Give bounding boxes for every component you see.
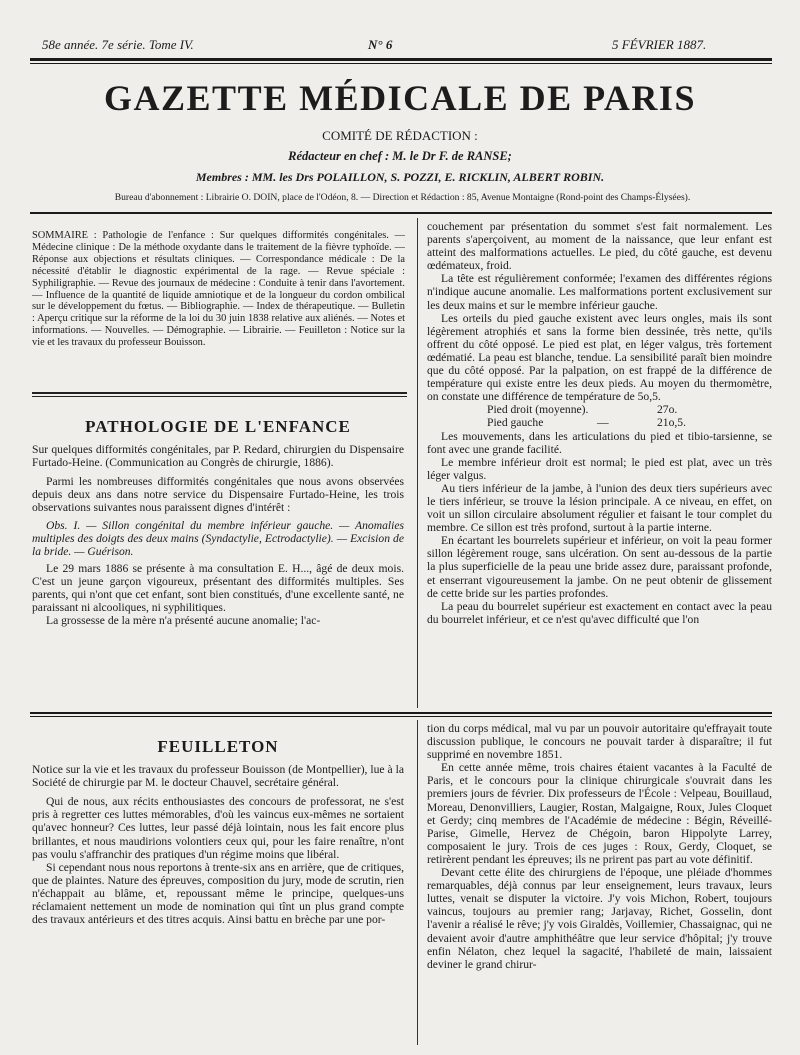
right-para-6: Au tiers inférieur de la jambe, à l'union des deux tiers supérieurs avec le tiers inférieur, se trouve la lésion principale. A ce niveau, en effet, on voit un sillon circulaire absolument régulier et faisant le tour complet du membre. Ce sillon est très profond, surtout à la partie interne. (427, 481, 772, 535)
feuilleton-title: FEUILLETON (157, 740, 279, 756)
temp-row-1 (427, 403, 772, 416)
temp-value-2: 21o,5. (657, 416, 686, 430)
observation-text: Le 29 mars 1886 se présente à ma consultation E. H..., âgé de deux mois. C'est un jeune garçon vigoureux, présentant des difformités multiples. Ses parents, qui n'ont que cet enfant, sont bien constitués, d'une excellente santé, ne paraissant ni alcooliques, ni syphilitiques. (32, 561, 404, 615)
temp-value-1: 27o. (657, 403, 678, 417)
right-para-2: La tête est régulièrement conformée; l'examen des différentes régions n'indique aucune anomalie. Les malformations portent exclusivement sur les deux mains et sur le membre inférieur gauche. (427, 272, 772, 312)
committee-heading: COMITÉ DE RÉDACTION : (322, 128, 478, 143)
right-para-5: Le membre inférieur droit est normal; le pied est plat, avec un très léger valgus. (427, 455, 772, 482)
office-line: Bureau d'abonnement : Librairie O. DOIN, place de l'Odéon, 8. — Direction et Rédaction : 85, Avenue Montaigne (Rond-point des Champs-Élysées). (114, 192, 691, 203)
issue-date: 5 FÉVRIER 1887. (612, 37, 707, 52)
temp-row-2 (427, 416, 772, 429)
feuilleton-right (427, 722, 772, 1047)
right-para-7: En écartant les bourrelets supérieur et inférieur, on voit la peau former sillon légèrement rouge, sans ulcération. On sent au-dessous de la partie la plus superficielle de la peau une bride assez dure, paraissant profonde, et enserrant vigoureusement la jambe. On ne peut obtenir de glissement de cette bride sur les parties profondes. (427, 534, 772, 600)
feuilleton-right-2: En cette année même, trois chaires étaient vacantes à la Faculté de Paris, et le concours pour la clinique chirurgicale s'ouvrait dans les premiers jours de février. Dix professeurs de l'École : Velpeau, Bouillaud, Moreau, Denonvilliers, Laugier, Rostan, Malgaigne, Roux, Jules Cloquet et Gerdy; cinq membres de l'Académie de médecine : Bégin, Réveillé-Parise, Gimelle, Hervez de Chégoin, baron Hippolyte Larrey, composaient le jury. Trois de ces juges : Roux, Gerdy, Cloquet, se retirèrent pendant les épreuves; ils ne prirent pas part au vote définitif. (427, 761, 772, 866)
feuilleton-para-1: Qui de nous, aux récits enthousiastes des concours de professorat, ne s'est pris à regretter ces luttes mémorables, d'où les vaincus eux-mêmes ne sortaient qu'avec honneur? Ces luttes, leur passé déjà lointain, nous les fait encore plus brillantes, et nous maudirions volontiers ceux qui, pour les faire renaître, n'ont pas voulu s'affranchir des pratiques d'un régime moins que libéral. (32, 795, 404, 861)
temp-dash-2: — (597, 416, 609, 430)
top-rule (30, 58, 772, 61)
right-para-8: La peau du bourrelet supérieur est exactement en contact avec la peau du bourrelet inférieur, et ce n'est qu'avec difficulté que l'on (427, 599, 772, 626)
feuilleton-divider (417, 720, 418, 1045)
issue-info: 58e année. 7e série. Tome IV. (42, 37, 194, 52)
observation-text-cont: La grossesse de la mère n'a présenté aucune anomalie; l'ac- (46, 614, 321, 628)
observation-heading: Obs. I. — Sillon congénital du membre inférieur gauche. — Anomalies multiples des doigts des deux mains (Syndactylie, Ectrodactylie). — Excision de la bride. — Guérison. (32, 518, 404, 558)
sommaire: SOMMAIRE : Pathologie de l'enfance : Sur quelques difformités congénitales. — Médecine clinique : De la méthode oxydante dans le traitement de la fièvre typhoïde. — Réponse aux objections et résultats cliniques. — Correspondance médicale : De la nécessité d'établir le diagnostic expérimental de la rage. — Revue spéciale : Syphiligraphie. — Revue des journaux de médecine : Conduite à tenir dans l'avortement. — Influence de la quantité de liquide amniotique et de la longueur du cordon ombilical sur le développement du fœtus. — Bibliographie. — Index de thérapeutique. — Bulletin : Aperçu critique sur la réforme de la loi du 30 juin 1838 relative aux aliénés. — Notes et informations. — Nouvelles. — Démographie. — Librairie. — Feuilleton : Notice sur la vie et les travaux du professeur Bouisson. (32, 230, 405, 349)
pathologie-subtitle: Sur quelques difformités congénitales, par P. Redard, chirurgien du Dispensaire Furtado-Heine. (Communication au Congrès de chirurgie, 1886). (32, 443, 404, 470)
sommaire-rule (32, 392, 407, 394)
sommaire-rule-thin (32, 396, 407, 397)
pathologie-intro: Parmi les nombreuses difformités congénitales que nous avons observées depuis deux ans dans notre service du Dispensaire Furtado-Heine, les trois observations suivantes nous paraissent dignes d'intérêt : (32, 475, 404, 515)
feuilleton-right-1: tion du corps médical, mal vu par un pouvoir autoritaire qu'effrayait toute discussion publique, le concours ne pouvait tarder à disparaître; il fut supprimé en novembre 1851. (427, 722, 772, 762)
right-para-1: couchement par présentation du sommet s'est fait normalement. Les parents s'aperçoivent, au moment de la naissance, que leur enfant est atteint des malformations actuelles. Le pied, du côté gauche, est devenu œdémateux, froid. (427, 220, 772, 273)
feuilleton-para-2: Si cependant nous nous reportons à trente-six ans en arrière, que de critiques, que de plaintes. Nature des épreuves, composition du jury, mode de scrutin, rien n'échappait au blâme, et, repoussant même le principe, quelques-uns réclamaient nettement un mode de nomination qui tînt un plus grand compte des travaux antérieurs et des titres acquis. Ainsi battu en brèche par une por- (32, 860, 404, 927)
right-column (427, 220, 772, 710)
top-rule-thin (30, 63, 772, 64)
temp-label-1: Pied droit (moyenne). (487, 403, 589, 417)
feuilleton-left (32, 740, 404, 1045)
members-line: Membres : MM. les Drs POLAILLON, S. POZZI, E. RICKLIN, ALBERT ROBIN. (195, 170, 605, 184)
feuilleton-rule-thin (30, 716, 772, 717)
issue-number: N° 6 (368, 37, 393, 52)
right-para-4: Les mouvements, dans les articulations du pied et tibio-tarsienne, se font avec une grande facilité. (427, 429, 772, 456)
masthead-title: GAZETTE MÉDICALE DE PARIS (104, 78, 696, 118)
masthead-rule (30, 212, 772, 214)
feuilleton-right-3: Devant cette élite des chirurgiens de l'époque, une pléiade d'hommes remarquables, déjà connus par leur enseignement, leurs travaux, leurs luttes, venait se disputer la victoire. J'y vois Michon, Robert, toujours vaincus, toujours au premier rang; Jarjavay, Richet, Gosselin, dont l'avenir a réalisé le rêve; j'y vois Giraldès, Voillemier, Chassaignac, qui ne devaient avoir d'autre amphithéâtre que leur service d'hôpital; j'y trouve enfin Nélaton, chez lequel la sagacité, l'habileté de main, laissaient deviner le grand chirur- (427, 866, 772, 971)
column-divider (417, 218, 418, 708)
editor-line: Rédacteur en chef : M. le Dr F. de RANSE; (288, 149, 512, 163)
right-para-3: Les orteils du pied gauche existent avec leurs ongles, mais ils sont légèrement atrophiés et sans la forme bien dessinée, très nette, qu'ils offrent du côté opposé. Le pied est plat, en léger valgus, très fortement œdématié. La peau est blanche, tendue. La sensibilité paraît bien moindre que du côté opposé. Par la palpation, on est frappé de la différence de température qui existe entre les deux pieds. Au moyen du thermomètre, on constate une différence de température de 5o,5. (427, 311, 772, 404)
feuilleton-rule (30, 712, 772, 714)
pathologie-section (32, 420, 404, 710)
temp-label-2: Pied gauche (487, 416, 544, 430)
feuilleton-subtitle: Notice sur la vie et les travaux du professeur Bouisson (de Montpellier), lue à la Société de chirurgie par M. le docteur Chauvel, secrétaire général. (32, 763, 404, 790)
pathologie-title: PATHOLOGIE DE L'ENFANCE (85, 420, 351, 436)
